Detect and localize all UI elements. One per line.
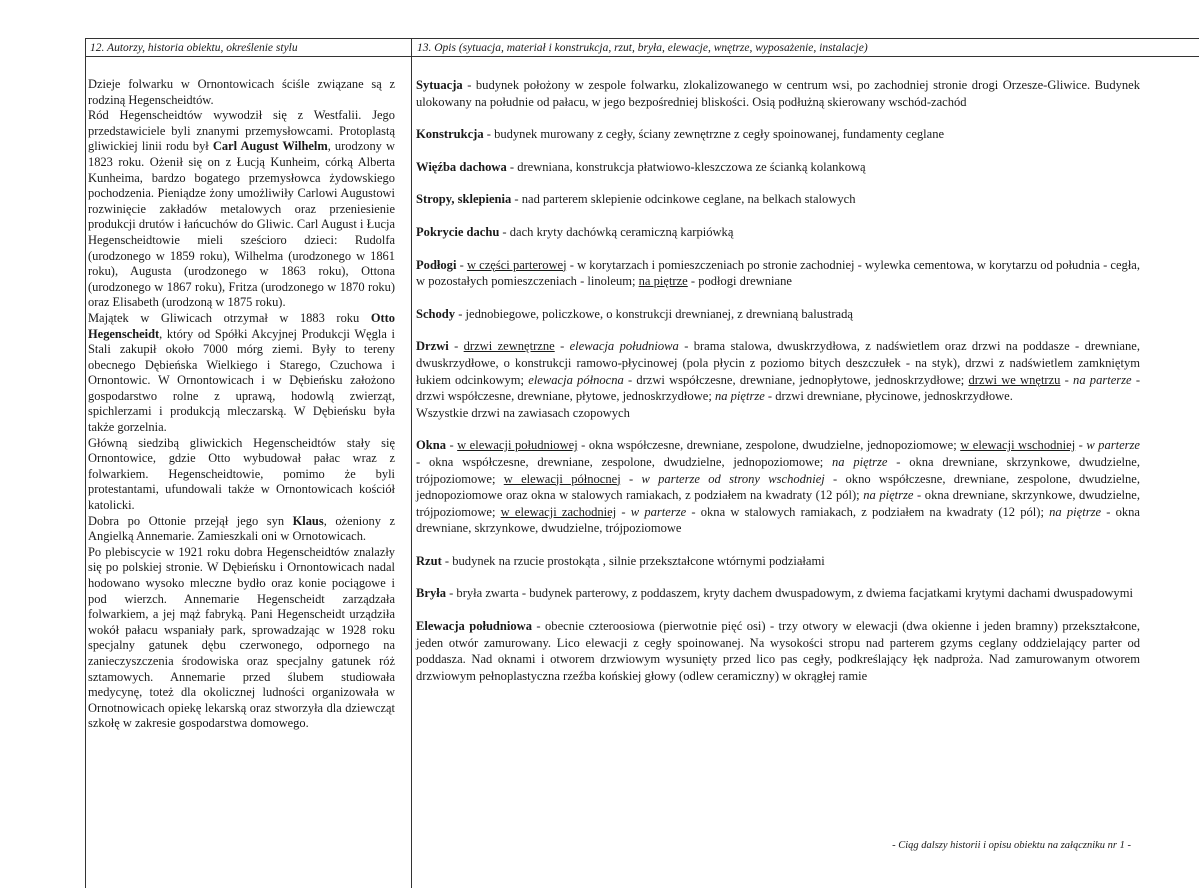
desc-italic: w parterze [630, 504, 687, 519]
desc-italic: na piętrze [714, 389, 765, 404]
history-paragraph [88, 514, 395, 545]
desc-text: - obecnie czteroosiowa (pierwotnie pięć osi) - trzy otwory w elewacji (dwa okienne i jeden bramny) przekształcone, jeden otwór zamurowany. Lico elewacji z cegły spoinowanej. Na wysokości stropu nad parterem gzyms ceglany oddzielający parter od poddasza. Nad oknami i otworem drzwiowym wysunięty przed lico pas cegły, podkreślający łęk nadproża. Nad zamurowanym otworem drzwiowym pełnoplastyczna rzeźba końskiej głowy (odlew ceramiczny) w okrągłej ramie [416, 619, 1140, 683]
desc-label: Drzwi [416, 339, 449, 354]
desc-label: Rzut [416, 553, 442, 568]
section-12-header: 12. Autorzy, historia obiektu, określenie stylu [86, 39, 411, 57]
desc-label: Konstrukcja [416, 127, 484, 142]
section-13-header: 13. Opis (sytuacja, materiał i konstrukcja, rzut, bryła, elewacje, wnętrze, wyposażenie, instalacje) [412, 39, 1199, 57]
desc-text: - dach kryty dachówką ceramiczną karpiówką [499, 224, 734, 239]
desc-text: - podłogi drewniane [687, 274, 792, 289]
desc-label: Sytuacja [416, 78, 463, 92]
desc-text: Wszystkie drzwi na zawiasach czopowych [416, 405, 630, 420]
desc-underlined: w elewacji zachodniej [500, 504, 617, 519]
desc-text: - [456, 257, 467, 272]
desc-italic: na parterze [1073, 372, 1132, 387]
person-name: Carl August Wilhelm [212, 139, 328, 154]
desc-sytuacja [416, 77, 1140, 110]
desc-text: - budynek na rzucie prostokąta , silnie przekształcone wtórnymi podziałami [441, 553, 825, 568]
desc-text: - [620, 471, 642, 486]
desc-text: - jednobiegowe, policzkowe, o konstrukcji drewnianej, z drewnianą balustradą [455, 306, 853, 321]
history-text: , który od Spółki Akcyjnej Produkcji Węgla i Stali zakupił około 7000 mórg ziemi. Były to tereny obecnego Dębieńska Wielkiego i Starego, Czuchowa i Ornontowic. W Ornontowicach i w Dębieńsku założono gospodarstwo rolne z uprawą, hodowlą zwierząt, spichlerzami i produkcją mleczarską. W Dębieńsku była także gorzelnia. [88, 326, 395, 435]
description-column [416, 77, 1140, 684]
desc-italic: elewacja południowa [569, 339, 679, 354]
desc-pokrycie [416, 224, 1140, 241]
desc-text: - w korytarzach i pomieszczeniach po stronie zachodniej - wylewka cementowa, w korytarzu od południa - cegła, w pozostałych pomieszczeniach - linoleum; [416, 257, 1141, 289]
desc-underlined: drzwi zewnętrzne [463, 339, 555, 354]
desc-elewacja [416, 618, 1140, 684]
desc-text: - nad parterem sklepienie odcinkowe ceglane, na belkach stalowych [511, 192, 856, 207]
desc-text: - drzwi drewniane, płycinowe, jednoskrzydłowe. [764, 389, 1013, 404]
desc-label: Okna [416, 438, 446, 453]
desc-podlogi [416, 257, 1140, 290]
desc-italic: na piętrze [832, 454, 888, 469]
desc-label: Podłogi [416, 257, 457, 272]
desc-text: - okna w stalowych ramiakach, z podziałem na kwadraty (12 pól); [686, 504, 1050, 519]
history-text: Główną siedzibą gliwickich Hegenscheidtów stały się Ornontowice, gdzie Otto wybudował pałac wraz z folwarkiem. Hegenscheidtowie, pomimo że byli protestantami, ufundowali także w Ornontowicach kościół katolicki. [88, 435, 395, 513]
desc-underlined: drzwi we wnętrzu [968, 372, 1061, 387]
desc-schody [416, 306, 1140, 323]
desc-stropy [416, 191, 1140, 208]
desc-underlined: na piętrze [638, 274, 688, 289]
history-text: , ożeniony z Angielką Annemarie. Zamieszkali oni w Ornotowicach. [88, 513, 395, 544]
desc-okna [416, 437, 1140, 537]
desc-italic: na piętrze [1049, 504, 1102, 519]
desc-italic: na piętrze [863, 488, 914, 503]
history-text: Dzieje folwarku w Ornontowicach ściśle związane są z rodziną Hegenscheidtów. [88, 77, 395, 107]
desc-text: - budynek murowany z cegły, ściany zewnętrzne z cegły spoinowanej, fundamenty ceglane [483, 127, 945, 142]
desc-label: Więźba dachowa [416, 159, 507, 174]
history-text: Ród Hegenscheidtów wywodził się z Westfalii. Jego przedstawiciele byli znanymi przemysłowcami. Protoplastą gliwickiej linii rodu był [88, 108, 395, 154]
desc-italic: w parterze [1086, 438, 1140, 453]
desc-konstrukcja [416, 126, 1140, 143]
desc-text: - okna drewniane, skrzynkowe, dwudzielne, trójpoziomowe; [416, 488, 1141, 519]
desc-underlined: w elewacji południowej [457, 438, 578, 453]
desc-rzut [416, 553, 1140, 570]
desc-text: - budynek położony w zespole folwarku, zlokalizowanego w centrum wsi, po zachodniej stronie drogi Orzesze-Gliwice. Budynek ulokowany na południe od pałacu, w jego bezpośredniej bliskości. Osią podłużną skierowany wschód-zachód [416, 78, 1140, 109]
history-text: , urodzony w 1823 roku. Ożenił się on z Łucją Kunheim, córką Alberta Kunheima, bardzo bogatego przemysłowca żydowskiego pochodzenia. Pieniądze żony umożliwiły Carlowi Augustowi rozwinięcie zakładów metalowych oraz przeniesienie produkcji drutów i łańcuchów do Gliwic. Carl August i Łucja Hegenscheidtowie mieli sześcioro dzieci: Rudolfa (urodzonego w 1859 roku), Wilhelma (urodzonego w 1861 roku), Augusta (urodzonego w 1863 roku), Ottona (urodzonego w 1867 roku), Fritza (urodzonego w 1870 roku) oraz Elisabeth (urodzoną w 1875 roku). [88, 139, 395, 310]
desc-wiezba [416, 159, 1140, 176]
desc-text: - [554, 339, 570, 354]
history-text: Majątek w Gliwicach otrzymał w 1883 roku [88, 310, 371, 325]
desc-text: - bryła zwarta - budynek parterowy, z poddaszem, kryty dachem dwuspadowym, z dwiema facjatkami krytymi dachami dwuspadowymi [445, 586, 1133, 601]
desc-text: - drewniana, konstrukcja płatwiowo-kleszczowa ze ścianką kolankową [506, 159, 866, 174]
history-paragraph [88, 436, 395, 514]
desc-label: Schody [416, 306, 456, 321]
history-column [88, 77, 395, 732]
desc-text: - okna współczesne, drewniane, zespolone, dwudzielne, jednopoziomowe; [577, 438, 961, 453]
desc-label: Stropy, sklepienia [416, 192, 512, 207]
desc-text: - okna współczesne, drewniane, zespolone, dwudzielne, jednopoziomowe; [416, 454, 833, 469]
desc-underlined: w elewacji północnej [503, 471, 621, 486]
history-paragraph [88, 77, 395, 108]
desc-text: - [448, 339, 464, 354]
desc-text: - drzwi współczesne, drewniane, płytowe, jednoskrzydłowe; [416, 372, 1141, 404]
history-paragraph [88, 311, 395, 436]
desc-text: - okno współczesne, drewniane, zespolone, dwudzielne, jednopoziomowe oraz okna w stalowych ramiakach, z podziałem na kwadraty (12 pól); [416, 471, 1141, 503]
desc-text: - drzwi współczesne, drewniane, jednopłytowe, jednoskrzydłowe; [623, 372, 969, 387]
continuation-note: - Ciąg dalszy historii i opisu obiektu na załączniku nr 1 - [892, 840, 1131, 851]
desc-italic: elewacja północna [528, 372, 624, 387]
desc-drzwi [416, 338, 1140, 421]
column-divider [411, 39, 412, 888]
desc-italic: w parterze od strony wschodniej [641, 471, 825, 486]
desc-underlined: w części parterowej [466, 257, 567, 272]
desc-text: - [446, 438, 458, 453]
person-name: Klaus [292, 513, 324, 528]
desc-text: - [1075, 438, 1087, 453]
desc-text: - [616, 504, 631, 519]
history-text: Po plebiscycie w 1921 roku dobra Hegenscheidtów znalazły się po polskiej stronie. W Dębieńsku i Ornontowicach nadal hodowano wysoko mleczne bydło oraz konie pociągowe i pod wierzch. Annemarie Hegenscheidt zarządzała folwarkiem, a jej mąż fabryką. Pani Hegenscheidt urządziła wokół pałacu wspaniały park, sprowadzając w 1928 roku specjalny gatunek dębu czerwonego, odpornego na zanieczyszczenia środowiska oraz specjalny gatunek róż sztamowych. Annemarie przed ślubem studiowała medycynę, toteż dla okolicznej ludności organizowała w Ornotnowicach opiekę lekarską oraz stworzyła dla dziewcząt szkołę w zakresie gospodarstwa domowego. [88, 544, 395, 731]
desc-label: Bryła [416, 586, 446, 601]
desc-text: - brama stalowa, dwuskrzydłowa, z nadświetlem oraz drzwi na poddasze - drewniane, dwuskrzydłowe, o konstrukcji ramowo-płycinowej (pola płycin z poziomo bitych deszczułek - na styk), drzwi z nadświetlem zamkniętym łukiem odcinkowym; [416, 339, 1140, 387]
desc-underlined: w elewacji wschodniej [960, 438, 1076, 453]
desc-text: - [1060, 372, 1074, 387]
history-text: Dobra po Ottonie przejął jego syn [88, 513, 293, 528]
desc-text: - okna drewniane, skrzynkowe, dwudzielne, trójpoziomowe [416, 504, 1140, 536]
desc-text: - okna drewniane, skrzynkowe, dwudzielne, trójpoziomowe; [416, 454, 1141, 486]
desc-label: Pokrycie dachu [416, 224, 500, 239]
desc-bryla [416, 585, 1140, 602]
history-paragraph [88, 108, 395, 311]
history-paragraph [88, 545, 395, 732]
person-name: Otto Hegenscheidt [88, 310, 395, 341]
desc-label: Elewacja południowa [416, 619, 532, 634]
